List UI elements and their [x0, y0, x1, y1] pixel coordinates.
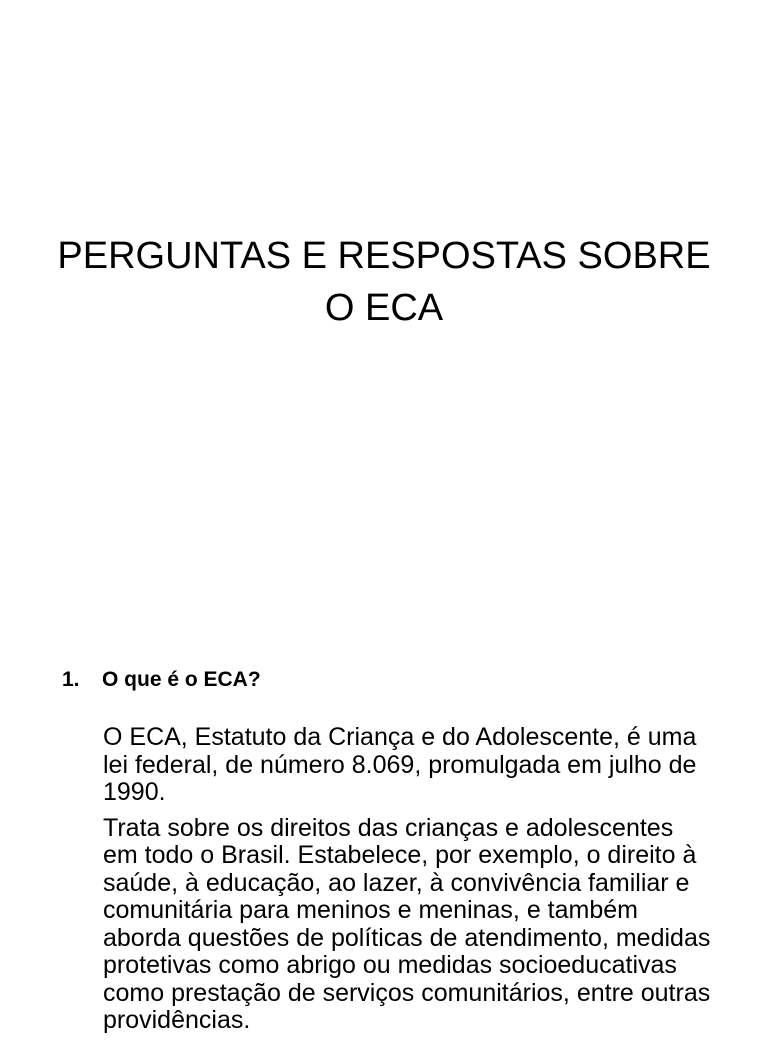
question-text: O que é o ECA?	[102, 668, 261, 691]
question-heading	[62, 666, 261, 694]
question-number: 1.	[62, 668, 80, 691]
answer-paragraph-2: Trata sobre os direitos das crianças e adolescentes em todo o Brasil. Estabelece, por exemplo, o direito à saúde, à educação, ao lazer, à convivência familiar e comunitária para meninos e meninas, e também aborda questões de políticas de atendimento, medidas protetivas como abrigo ou medidas socioeducativas como prestação de serviços comunitários, entre outras providências.	[103, 813, 711, 1034]
slide-title-line2: O ECA	[324, 287, 444, 329]
slide-title	[0, 230, 768, 334]
answer-body	[103, 724, 713, 1043]
slide-title-line1: PERGUNTAS E RESPOSTAS SOBRE	[57, 235, 711, 277]
answer-paragraph-1: O ECA, Estatuto da Criança e do Adolescente, é uma lei federal, de número 8.069, promulgada em julho de 1990.	[103, 723, 697, 806]
